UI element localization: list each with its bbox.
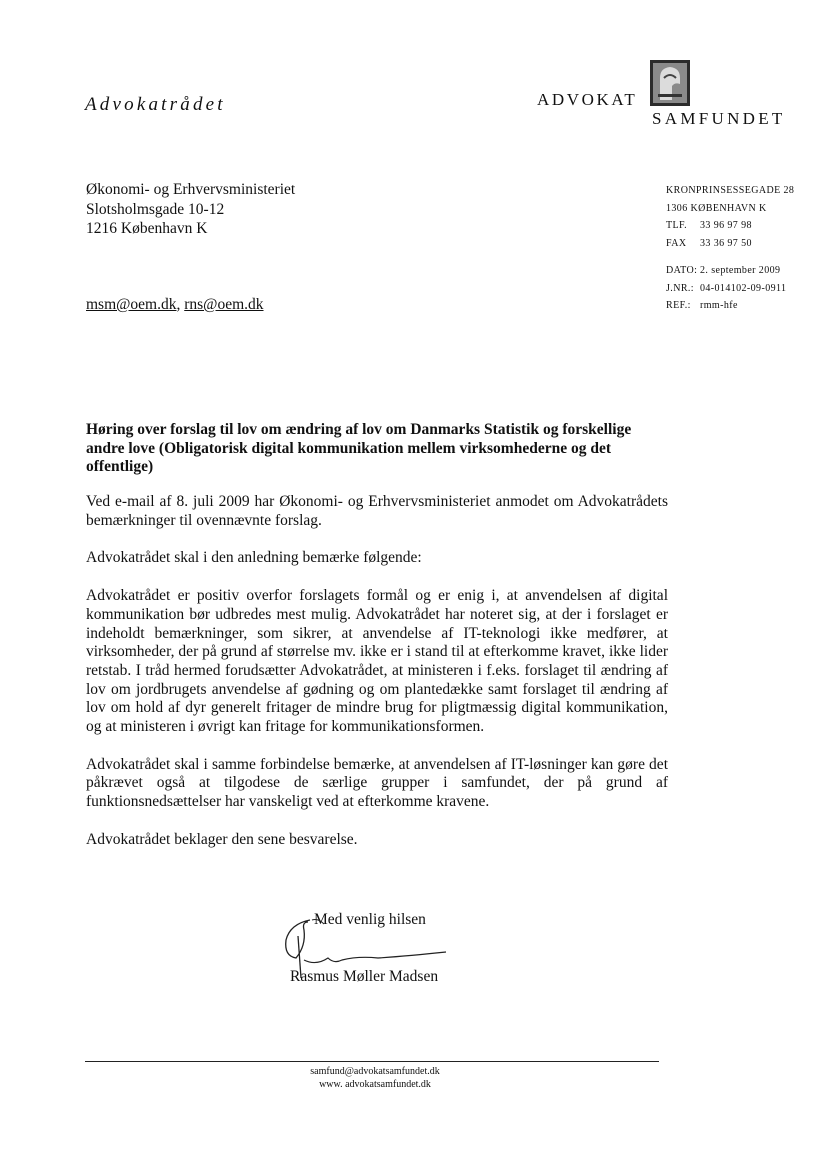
jnr-value: 04-014102-09-0911 bbox=[700, 282, 787, 294]
phone-value: 33 96 97 98 bbox=[700, 220, 752, 231]
recipient-line: Økonomi- og Erhvervsministeriet bbox=[86, 181, 296, 198]
closing-greeting: Med venlig hilsen bbox=[314, 911, 426, 928]
footer bbox=[0, 1065, 750, 1091]
date-label: DATO: bbox=[666, 265, 698, 276]
phone-label: TLF. bbox=[666, 220, 688, 231]
recipient-line: 1216 København K bbox=[86, 220, 208, 237]
recipient-address bbox=[86, 180, 295, 239]
jnr-label: J.NR.: bbox=[666, 282, 694, 294]
logo-text-samfundet: SAMFUNDET bbox=[652, 109, 786, 128]
ref-label: REF.: bbox=[666, 300, 691, 311]
body-paragraph: Advokatrådet beklager den sene besvarelse. bbox=[86, 830, 358, 848]
body-paragraph: Advokatrådet skal i samme forbindelse bemærke, at anvendelsen af IT-løsninger kan gøre det påkrævet også at tilgodese de særlige grupper i samfundet, der på grund af funktionsnedsættelser har vanskeligt ved at efterkomme kravene. bbox=[86, 755, 668, 811]
footer-website[interactable]: www. advokatsamfundet.dk bbox=[319, 1079, 431, 1090]
email-link-rns[interactable]: rns@oem.dk bbox=[184, 296, 264, 313]
sender-info bbox=[666, 182, 794, 315]
sender-fax bbox=[666, 235, 794, 253]
date-value: 2. september 2009 bbox=[700, 265, 781, 276]
email-link-msm[interactable]: msm@oem.dk bbox=[86, 296, 177, 313]
body-paragraph: Ved e-mail af 8. juli 2009 har Økonomi- og Erhvervsministeriet anmodet om Advokatrådets bemærkninger til ovennævnte forslag. bbox=[86, 493, 668, 529]
recipient-line: Slotsholmsgade 10-12 bbox=[86, 200, 225, 218]
body-paragraph: Advokatrådet skal i den anledning bemærke følgende: bbox=[86, 549, 422, 567]
sender-street: KRONPRINSESSEGADE 28 bbox=[666, 185, 795, 196]
recipient-emails bbox=[86, 296, 264, 314]
email-separator: , bbox=[176, 296, 185, 313]
advokatsamfundet-logo-mark-icon bbox=[650, 60, 690, 106]
organization-name: Advokatrådet bbox=[85, 94, 226, 115]
letter-body bbox=[86, 493, 668, 869]
signer-name: Rasmus Møller Madsen bbox=[290, 968, 439, 985]
logo-text-advokat: ADVOKAT bbox=[537, 90, 638, 109]
footer-email[interactable]: samfund@advokatsamfundet.dk bbox=[310, 1066, 440, 1077]
fax-value: 33 36 97 50 bbox=[700, 237, 752, 249]
body-paragraph: Advokatrådet er positiv overfor forslagets formål og er enig i, at anvendelsen af digital kommunikation bør udbredes mest mulig. Advokatrådet har noteret sig, at der i forslaget er indeholdt bemærkninger, som sikrer, at anvendelse af IT-teknologi ikke medfører, at virksomheder, der på grund af størrelse mv. ikke er i stand til at efterkomme kravet, ikke lider retstab. I tråd hermed forudsætter Advokatrådet, at ministeren i f.eks. forslaget til ændring af lov om jordbrugets anvendelse af gødning og om plantedække samt forslaget til ændring af lov om hold af dyr generelt fritager de mindre brug for pligtmæssig digital kommunikation, og at ministeren i øvrigt kan fritage for kommunikationsformen. bbox=[86, 587, 668, 736]
fax-label: FAX bbox=[666, 237, 687, 249]
reference bbox=[666, 297, 794, 315]
letter-date bbox=[666, 262, 794, 280]
sender-city: 1306 KØBENHAVN K bbox=[666, 202, 767, 214]
ref-value: rmm-hfe bbox=[700, 300, 738, 311]
footer-divider bbox=[85, 1061, 659, 1062]
journal-number bbox=[666, 280, 794, 298]
letter-subject: Høring over forslag til lov om ændring af lov om Danmarks Statistik og forskellige andre love (Obligatorisk digital kommunikation mellem virksomhederne og det offentlige) bbox=[86, 421, 632, 475]
sender-phone bbox=[666, 217, 794, 235]
